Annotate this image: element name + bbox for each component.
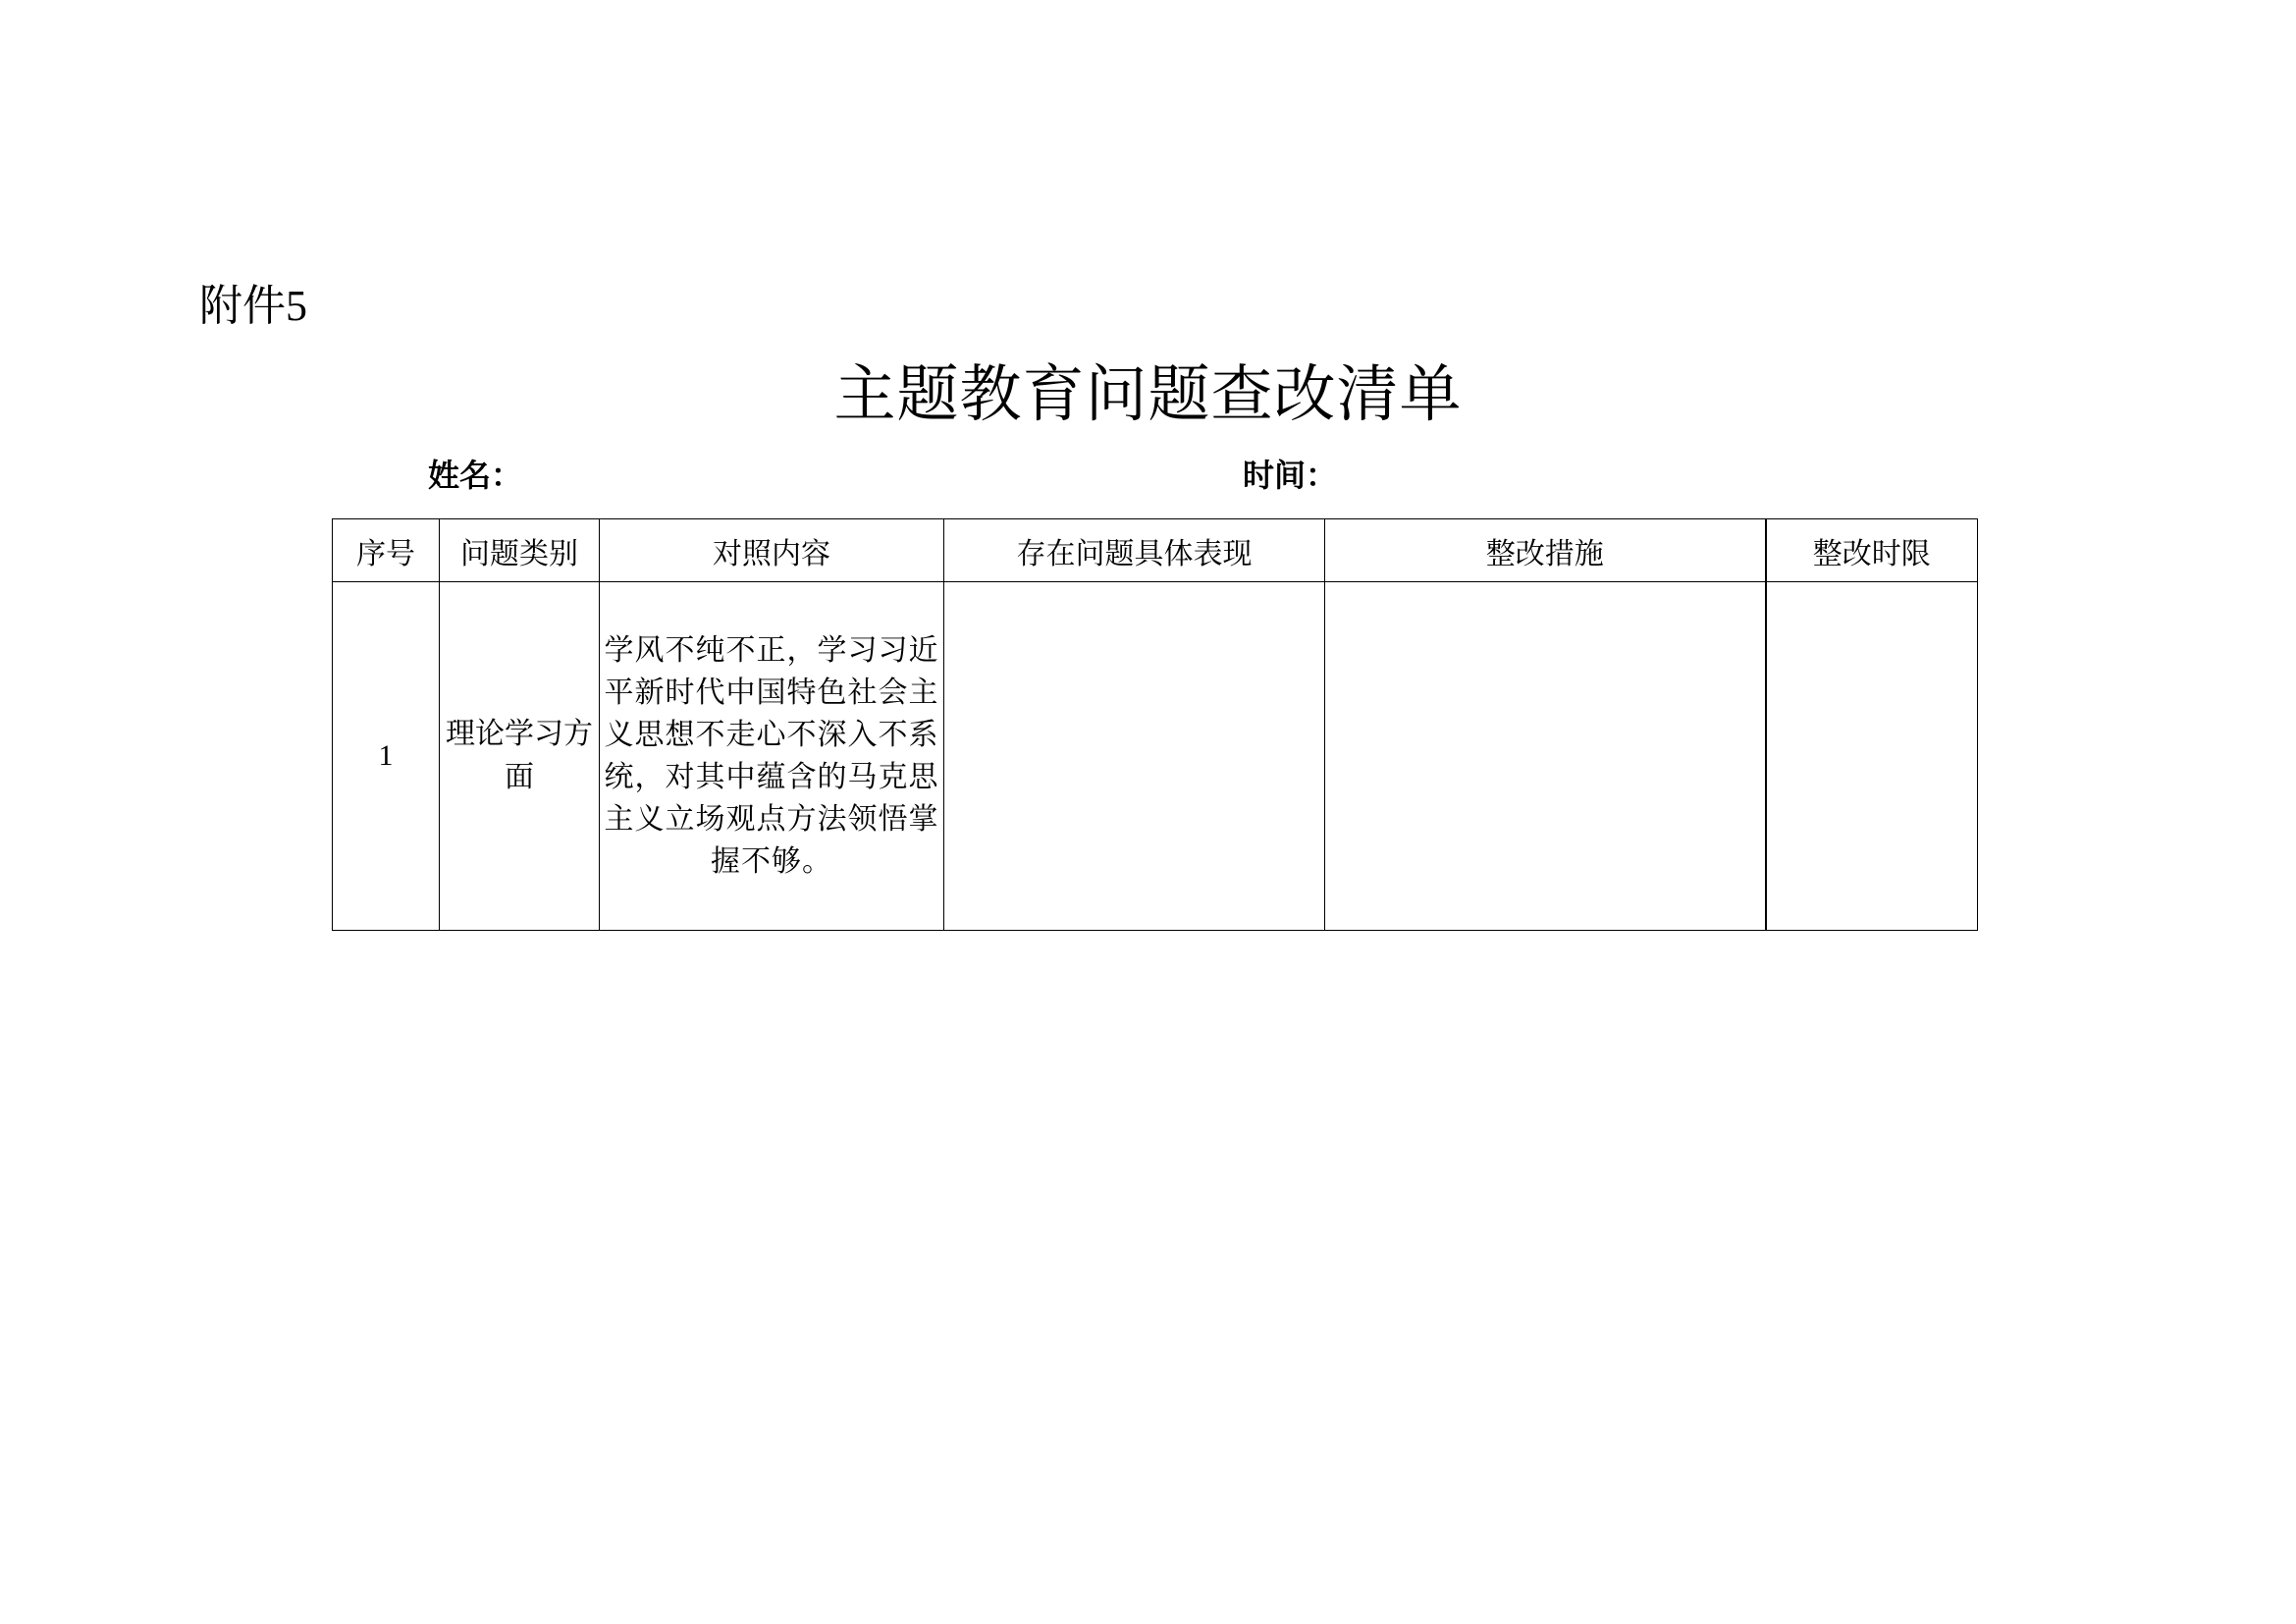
attachment-label (199, 279, 307, 334)
header-category: 问题类别 (440, 519, 600, 582)
time-field-label: 时间： (1243, 457, 1338, 494)
row-category-cell: 理论学习方面 (440, 582, 600, 931)
rectification-table (332, 518, 1978, 931)
row-seq-cell: 1 (333, 582, 440, 931)
attachment-prefix: 附件 (199, 281, 286, 331)
header-seq: 序号 (333, 519, 440, 582)
table-header-row (333, 519, 1978, 582)
header-reference: 对照内容 (600, 519, 944, 582)
attachment-number: 5 (286, 282, 307, 330)
row-problem-cell (944, 582, 1325, 931)
table-row (333, 582, 1978, 931)
row-measures-cell (1325, 582, 1766, 931)
header-problem: 存在问题具体表现 (944, 519, 1325, 582)
header-measures: 整改措施 (1325, 519, 1766, 582)
row-reference-cell: 学风不纯不正，学习习近平新时代中国特色社会主义思想不走心不深入不系统，对其中蕴含的马克思主义立场观点方法领悟掌握不够。 (600, 582, 944, 931)
header-deadline: 整改时限 (1766, 519, 1978, 582)
name-field-label: 姓名： (428, 457, 523, 494)
document-title: 主题教育问题查改清单 (833, 358, 1463, 430)
row-deadline-cell (1766, 582, 1978, 931)
